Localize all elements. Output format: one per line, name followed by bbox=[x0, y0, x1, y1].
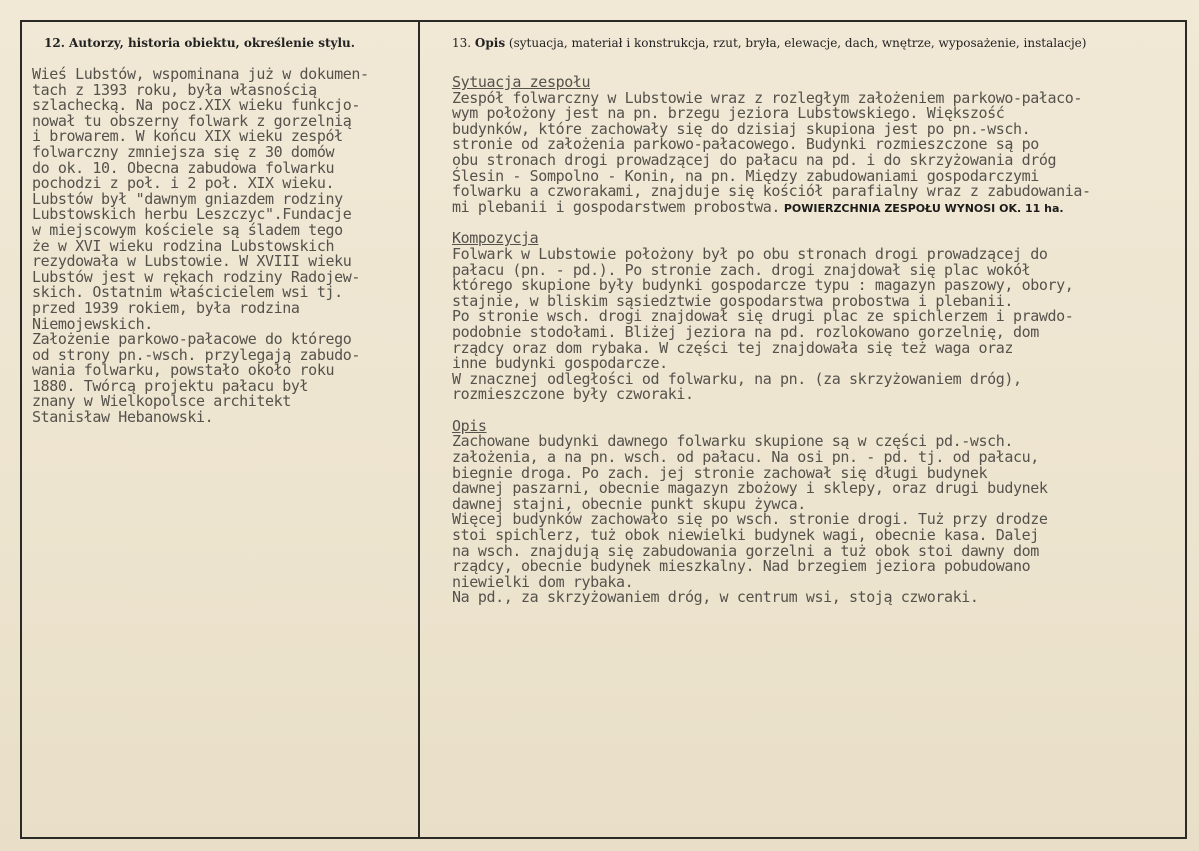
history-line: wania folwarku, powstało około roku bbox=[32, 361, 335, 380]
history-line: Wieś Lubstów, wspominana już w dokumen- bbox=[32, 65, 369, 83]
section-gap bbox=[452, 403, 1192, 419]
section-line bbox=[452, 387, 1192, 403]
section-line-text: dawnej stajni, obecnie punkt skupu żywca. bbox=[452, 494, 806, 513]
section-line-text: Folwark w Lubstowie położony był po obu stronach drogi prowadzącej do bbox=[452, 244, 1048, 263]
history-text-column bbox=[32, 67, 412, 426]
section-line-text: rządcy, obecnie budynek mieszkalny. Nad brzegiem jeziora pobudowano bbox=[452, 557, 1031, 576]
frame-left-rule bbox=[20, 20, 22, 839]
section-line-text: biegnie droga. Po zach. jej stronie zachował się długi budynek bbox=[452, 463, 988, 482]
history-line: folwarczny zmniejsza się z 30 domów bbox=[32, 142, 335, 161]
history-line: szlachecką. Na pocz.XIX wieku funkcjo- bbox=[32, 96, 360, 115]
history-line: Niemojewskich. bbox=[32, 314, 153, 333]
description-text-column bbox=[452, 75, 1192, 606]
history-line: i browarem. W końcu XIX wieku zespół bbox=[32, 127, 343, 146]
frame-bottom-rule bbox=[20, 837, 1187, 839]
right-heading-rest: (sytuacja, materiał i konstrukcja, rzut, bryła, elewacje, dach, wnętrze, wyposażenie, instalacje) bbox=[508, 36, 1087, 50]
section-line-text: niewielki dom rybaka. bbox=[452, 572, 634, 591]
section-title: Kompozycja bbox=[452, 229, 539, 248]
history-line: Lubstów jest w rękach rodziny Radojew- bbox=[32, 267, 360, 286]
section-gap bbox=[452, 215, 1192, 231]
section-line-text: którego skupione były budynki gospodarcze typu : magazyn paszowy, obory, bbox=[452, 276, 1074, 295]
history-line: Lubstów był "dawnym gniazdem rodziny bbox=[32, 189, 343, 208]
section-line-text: budynków, które zachowały się do dzisiaj skupiona jest po pn.-wsch. bbox=[452, 119, 1031, 138]
section-line-text: Po stronie wsch. drogi znajdował się drugi plac ze spichlerzem i prawdo- bbox=[452, 307, 1074, 326]
right-heading-bold: Opis bbox=[474, 36, 506, 50]
history-line: w miejscowym kościele są śladem tego bbox=[32, 220, 343, 239]
section-line-text: stoi spichlerz, tuż obok niewielki budynek wagi, obecnie kasa. Dalej bbox=[452, 526, 1039, 545]
history-line: skich. Ostatnim właścicielem wsi tj. bbox=[32, 283, 343, 302]
section-line-text: Zachowane budynki dawnego folwarku skupione są w części pd.-wsch. bbox=[452, 432, 1013, 451]
right-heading-number: 13. bbox=[452, 36, 472, 50]
right-column-heading bbox=[452, 36, 1086, 50]
section-title: Opis bbox=[452, 416, 487, 435]
section-line-text: mi plebanii i gospodarstwem probostwa. bbox=[452, 197, 780, 216]
section-line-text: dawnej paszarni, obecnie magazyn zbożowy i sklepy, oraz drugi budynek bbox=[452, 479, 1048, 498]
section-line-text: W znacznej odległości od folwarku, na pn. (za skrzyżowaniem dróg), bbox=[452, 369, 1022, 388]
section-line-text: stajnie, w bliskim sąsiedztwie gospodarstwa probostwa i plebanii. bbox=[452, 291, 1013, 310]
section-line-text: rozmieszczone były czworaki. bbox=[452, 385, 694, 404]
section-line-text: Zespół folwarczny w Lubstowie wraz z rozległym założeniem parkowo-pałaco- bbox=[452, 88, 1083, 107]
section-line-text: Więcej budynków zachowało się po wsch. stronie drogi. Tuż przy drodze bbox=[452, 510, 1048, 529]
section-line-text: wym położony jest na pn. brzegu jeziora Lubstowskiego. Większość bbox=[452, 104, 1005, 123]
section-line-text: inne budynki gospodarcze. bbox=[452, 354, 668, 373]
section-line-text: Na pd., za skrzyżowaniem dróg, w centrum wsi, stoją czworaki. bbox=[452, 588, 979, 607]
history-line: znany w Wielkopolsce architekt bbox=[32, 392, 291, 411]
section-line-text: obu stronach drogi prowadzącej do pałacu na pd. i do skrzyżowania dróg bbox=[452, 150, 1057, 169]
history-line: Założenie parkowo-pałacowe do którego bbox=[32, 330, 352, 349]
section-line-text: na wsch. znajdują się zabudowania gorzelni a tuż obok stoi dawny dom bbox=[452, 541, 1039, 560]
history-line: nował tu obszerny folwark z gorzelnią bbox=[32, 111, 352, 130]
history-line: pochodzi z poł. i 2 poł. XIX wieku. bbox=[32, 174, 335, 193]
section-line-text: założenia, a na pn. wsch. od pałacu. Na osi pn. - pd. tj. od pałacu, bbox=[452, 448, 1039, 467]
history-line: tach z 1393 roku, była własnością bbox=[32, 80, 317, 99]
frame-top-rule bbox=[20, 20, 1187, 22]
handwritten-note: POWIERZCHNIA ZESPOŁU WYNOSI OK. 11 ha. bbox=[779, 201, 1064, 215]
section-title: Sytuacja zespołu bbox=[452, 73, 591, 91]
history-line: Lubstowskich herbu Leszczyc".Fundacje bbox=[32, 205, 352, 224]
history-line: rezydowała w Lubstowie. W XVIII wieku bbox=[32, 252, 352, 271]
section-line-text: folwarku a czworakami, znajduje się kościół parafialny wraz z zabudowania- bbox=[452, 182, 1091, 201]
section-line-text: Ślesin - Sompolno - Konin, na pn. Między zabudowaniami gospodarczymi bbox=[452, 166, 1039, 185]
section-line-text: stronie od założenia parkowo-pałacowego. Budynki rozmieszczone są po bbox=[452, 135, 1039, 154]
history-line: Stanisław Hebanowski. bbox=[32, 408, 214, 427]
history-line: od strony pn.-wsch. przylegają zabudo- bbox=[32, 345, 360, 364]
history-line: przed 1939 rokiem, była rodzina bbox=[32, 298, 300, 317]
left-column-heading: 12. Autorzy, historia obiektu, określenie stylu. bbox=[44, 36, 355, 50]
section-line bbox=[452, 590, 1192, 606]
section-line-text: podobnie stodołami. Bliżej jeziora na pd. rozlokowano gorzelnię, dom bbox=[452, 322, 1039, 341]
column-divider bbox=[418, 20, 420, 839]
history-line: że w XVI wieku rodzina Lubstowskich bbox=[32, 236, 335, 255]
section-line bbox=[452, 197, 1192, 216]
history-line: do ok. 10. Obecna zabudowa folwarku bbox=[32, 158, 335, 177]
section-line-text: pałacu (pn. - pd.). Po stronie zach. drogi znajdował się plac wokół bbox=[452, 260, 1031, 279]
section-line-text: rządcy oraz dom rybaka. W części tej znajdowała się też waga oraz bbox=[452, 338, 1013, 357]
history-line: 1880. Twórcą projektu pałacu był bbox=[32, 376, 309, 395]
